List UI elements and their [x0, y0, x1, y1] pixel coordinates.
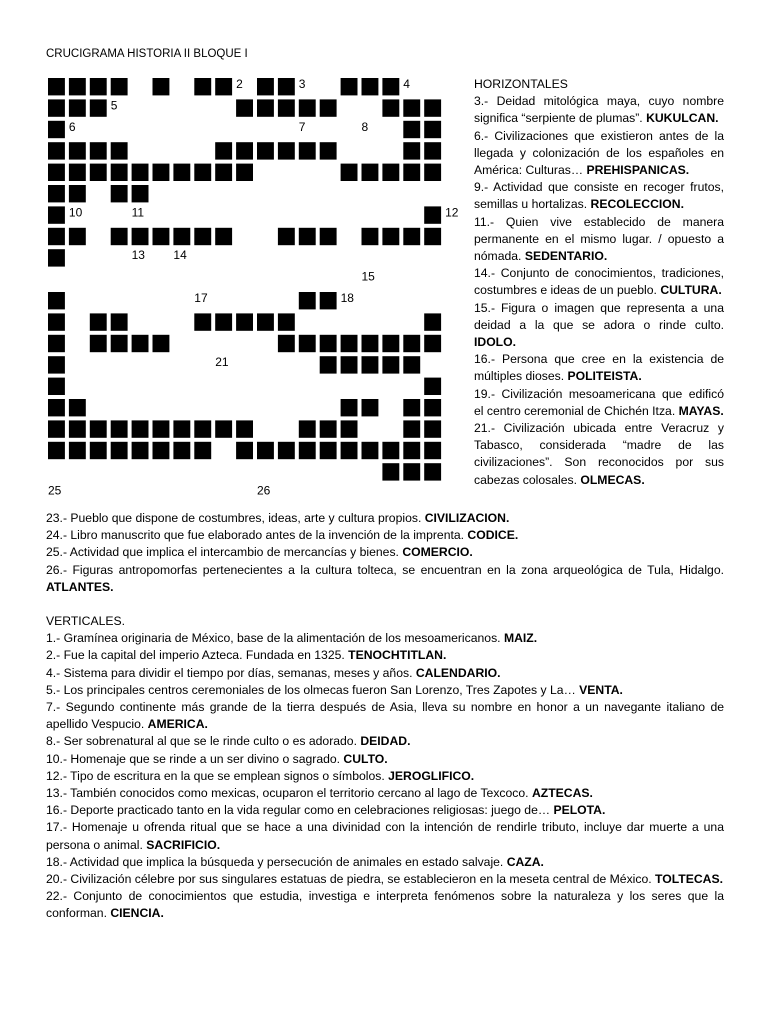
- clue-text: 20.- Civilización célebre por sus singulares estatuas de piedra, se establecieron en la meseta central de México.: [46, 872, 656, 887]
- grid-black-cell: [69, 185, 86, 202]
- grid-black-cell: [215, 142, 232, 159]
- grid-black-cell: [278, 335, 295, 352]
- grid-black-cell: [194, 228, 211, 245]
- clue-answer: CIVILIZACION.: [424, 511, 510, 525]
- clue-answer: TENOCHTITLAN.: [348, 648, 447, 663]
- clue-text: 15.- Figura o imagen que representa a una deidad a la que se adora o rinde culto.: [474, 300, 724, 332]
- grid-black-cell: [48, 164, 65, 181]
- grid-black-cell: [382, 228, 399, 245]
- grid-black-cell: [69, 99, 86, 116]
- grid-black-cell: [48, 249, 65, 266]
- grid-black-cell: [382, 463, 399, 480]
- grid-black-cell: [90, 442, 107, 459]
- clue-item: [46, 751, 724, 768]
- grid-black-cell: [215, 78, 232, 95]
- grid-clue-number: 17: [194, 291, 208, 305]
- grid-black-cell: [236, 164, 253, 181]
- clue-answer: AZTECAS.: [531, 786, 593, 801]
- grid-black-cell: [111, 185, 128, 202]
- grid-black-cell: [403, 228, 420, 245]
- grid-black-cell: [424, 142, 441, 159]
- grid-black-cell: [403, 463, 420, 480]
- clue-item: [46, 854, 724, 871]
- grid-black-cell: [382, 99, 399, 116]
- grid-black-cell: [341, 356, 358, 373]
- grid-black-cell: [194, 420, 211, 437]
- grid-black-cell: [48, 142, 65, 159]
- grid-black-cell: [111, 142, 128, 159]
- grid-black-cell: [362, 228, 379, 245]
- grid-black-cell: [362, 78, 379, 95]
- grid-black-cell: [424, 378, 441, 395]
- grid-black-cell: [362, 356, 379, 373]
- page-title: CRUCIGRAMA HISTORIA II BLOQUE I: [46, 48, 248, 60]
- clue-answer: MAYAS.: [678, 403, 724, 418]
- grid-clue-number: 10: [68, 205, 83, 220]
- clue-text: 26.- Figuras antropomorfas pertenecientes a la cultura tolteca, se encuentran en la zona arqueológica de Tula, Hidalgo.: [46, 562, 724, 577]
- grid-black-cell: [69, 142, 86, 159]
- grid-black-cell: [173, 442, 190, 459]
- grid-black-cell: [69, 164, 86, 181]
- grid-black-cell: [424, 228, 441, 245]
- clue-text: 8.- Ser sobrenatural al que se le rinde culto o es adorado.: [46, 734, 361, 749]
- clue-item: [46, 819, 724, 853]
- grid-black-cell: [382, 356, 399, 373]
- grid-black-cell: [48, 99, 65, 116]
- grid-black-cell: [194, 313, 211, 330]
- clue-item: [46, 888, 724, 922]
- grid-black-cell: [257, 99, 274, 116]
- grid-black-cell: [424, 164, 441, 181]
- lower-clues-panel: [46, 510, 724, 923]
- clue-item: [474, 128, 724, 180]
- clue-text: 23.- Pueblo que dispone de costumbres, ideas, arte y cultura propios.: [46, 511, 425, 525]
- clue-item: [46, 733, 724, 750]
- grid-black-cell: [299, 292, 316, 309]
- grid-black-cell: [403, 121, 420, 138]
- clue-item: [46, 802, 724, 819]
- grid-black-cell: [48, 185, 65, 202]
- clue-text: 2.- Fue la capital del imperio Azteca. Fundada en 1325.: [46, 648, 349, 663]
- clue-item: [474, 300, 724, 352]
- clue-answer: VENTA.: [579, 682, 623, 697]
- grid-black-cell: [382, 335, 399, 352]
- clue-item: [46, 527, 724, 544]
- grid-black-cell: [48, 335, 65, 352]
- clue-answer: CODICE.: [467, 528, 519, 543]
- grid-black-cell: [382, 78, 399, 95]
- grid-black-cell: [90, 335, 107, 352]
- grid-black-cell: [215, 164, 232, 181]
- grid-black-cell: [111, 228, 128, 245]
- clue-text: 3.- Deidad mitológica maya, cuyo nombre significa “serpiente de plumas”.: [474, 94, 724, 126]
- grid-black-cell: [69, 442, 86, 459]
- clue-item: [474, 420, 724, 489]
- grid-black-cell: [111, 313, 128, 330]
- grid-clue-number: 1: [152, 77, 160, 91]
- horizontal-clues-panel: [474, 76, 724, 489]
- clue-answer: PELOTA.: [553, 803, 606, 818]
- grid-clue-number: 4: [403, 77, 410, 91]
- grid-black-cell: [215, 313, 232, 330]
- clue-text: 4.- Sistema para dividir el tiempo por días, semanas, meses y años.: [46, 665, 416, 680]
- grid-clue-number: 16: [48, 291, 62, 305]
- clue-answer: CULTO.: [343, 751, 388, 766]
- grid-black-cell: [48, 420, 65, 437]
- grid-clue-number: 3: [298, 77, 306, 91]
- crossword-grid: [46, 76, 466, 506]
- grid-black-cell: [341, 442, 358, 459]
- grid-clue-number: 14: [173, 248, 187, 263]
- grid-black-cell: [132, 442, 149, 459]
- grid-black-cell: [403, 399, 420, 416]
- grid-black-cell: [299, 228, 316, 245]
- clue-text: 7.- Segundo continente más grande de la tierra después de Asia, lleva su nombre en honor a un navegante italiano de apellido Vespucio.: [46, 700, 724, 732]
- clue-item: [46, 544, 724, 561]
- grid-black-cell: [341, 78, 358, 95]
- clue-item: [474, 214, 724, 266]
- grid-clue-number: 21: [215, 355, 229, 370]
- grid-black-cell: [236, 99, 253, 116]
- clue-answer: RECOLECCION.: [590, 197, 684, 212]
- grid-black-cell: [69, 399, 86, 416]
- clue-item: [46, 785, 724, 802]
- clue-item: [474, 265, 724, 299]
- grid-black-cell: [341, 420, 358, 437]
- clue-answer: MAIZ.: [503, 631, 538, 646]
- clue-item: [474, 179, 724, 213]
- grid-clue-number: 15: [361, 269, 375, 284]
- grid-clue-number: 12: [445, 205, 459, 220]
- clue-text: 19.- Civilización mesoamericana que edificó el centro ceremonial de Chichén Itza.: [474, 386, 724, 418]
- grid-black-cell: [320, 228, 337, 245]
- clue-item: [46, 871, 724, 888]
- grid-black-cell: [424, 99, 441, 116]
- horizontal-heading: HORIZONTALES: [474, 77, 568, 91]
- vertical-heading: VERTICALES.: [46, 614, 126, 629]
- clue-answer: CAZA.: [506, 854, 544, 869]
- grid-black-cell: [424, 442, 441, 459]
- grid-clue-number: 24: [319, 440, 334, 455]
- clue-text: 1.- Gramínea originaria de México, base de la alimentación de los mesoamericanos.: [46, 631, 504, 646]
- grid-black-cell: [424, 420, 441, 437]
- clue-text: 21.- Civilización ubicada entre Veracruz y Tabasco, considerada “madre de las civilizaciones”. Son reconocidos por sus cabezas colosales.: [474, 421, 724, 487]
- clue-answer: OLMECAS.: [580, 472, 645, 487]
- grid-black-cell: [299, 420, 316, 437]
- grid-black-cell: [236, 442, 253, 459]
- clue-text: 16.- Persona que cree en la existencia de múltiples dioses.: [474, 352, 724, 384]
- grid-clue-number: 18: [340, 291, 354, 305]
- grid-black-cell: [90, 313, 107, 330]
- grid-black-cell: [132, 335, 149, 352]
- grid-black-cell: [320, 142, 337, 159]
- clue-item: [474, 93, 724, 127]
- grid-clue-number: 5: [110, 98, 118, 113]
- horizontal-clue-list-continued: [46, 510, 724, 596]
- clue-answer: CULTURA.: [660, 283, 722, 298]
- clue-item: [474, 386, 724, 420]
- grid-black-cell: [48, 121, 65, 138]
- clue-answer: POLITEISTA.: [567, 369, 642, 384]
- grid-black-cell: [236, 142, 253, 159]
- grid-black-cell: [362, 442, 379, 459]
- clue-item: [46, 630, 724, 647]
- grid-black-cell: [69, 420, 86, 437]
- grid-black-cell: [299, 442, 316, 459]
- grid-black-cell: [236, 420, 253, 437]
- grid-black-cell: [278, 142, 295, 159]
- grid-black-cell: [173, 420, 190, 437]
- grid-black-cell: [403, 142, 420, 159]
- clue-answer: ATLANTES.: [46, 579, 114, 594]
- grid-black-cell: [48, 313, 65, 330]
- grid-clue-number: 25: [48, 483, 62, 498]
- grid-black-cell: [48, 356, 65, 373]
- grid-clue-number: 26: [257, 483, 271, 498]
- vertical-clue-list: [46, 630, 724, 922]
- grid-black-cell: [48, 378, 65, 395]
- grid-black-cell: [278, 78, 295, 95]
- grid-black-cell: [111, 442, 128, 459]
- grid-black-cell: [48, 206, 65, 223]
- clue-text: 5.- Los principales centros ceremoniales de los olmecas fueron San Lorenzo, Tres Zapotes y La…: [46, 682, 580, 697]
- clue-answer: COMERCIO.: [402, 545, 473, 560]
- grid-black-cell: [111, 78, 128, 95]
- grid-black-cell: [48, 78, 65, 95]
- grid-clue-number: 2: [236, 77, 243, 91]
- grid-clue-number: 6: [68, 119, 76, 134]
- clue-text: 24.- Libro manuscrito que fue elaborado antes de la invención de la imprenta.: [46, 528, 468, 543]
- clue-text: 6.- Civilizaciones que existieron antes de la llegada y colonización de los españoles en América: Culturas…: [474, 128, 724, 178]
- clue-text: 16.- Deporte practicado tanto en la vida regular como en celebraciones religiosas: juego de…: [46, 803, 554, 818]
- clue-text: 10.- Homenaje que se rinde a un ser divino o sagrado.: [46, 751, 344, 766]
- grid-clue-number: 22: [319, 355, 334, 370]
- clue-answer: AMERICA.: [147, 717, 208, 732]
- grid-black-cell: [111, 420, 128, 437]
- grid-black-cell: [69, 228, 86, 245]
- grid-black-cell: [424, 121, 441, 138]
- grid-clue-number: 9: [194, 162, 201, 177]
- grid-black-cell: [341, 399, 358, 416]
- grid-black-cell: [48, 442, 65, 459]
- grid-clue-number: 11: [131, 205, 145, 220]
- clue-answer: SEDENTARIO.: [524, 249, 608, 264]
- grid-black-cell: [90, 99, 107, 116]
- grid-black-cell: [132, 185, 149, 202]
- grid-black-cell: [257, 313, 274, 330]
- grid-clue-number: 7: [298, 119, 306, 134]
- grid-black-cell: [132, 164, 149, 181]
- clue-item: [46, 699, 724, 733]
- clue-text: 25.- Actividad que implica el intercambio de mercancías y bienes.: [46, 545, 403, 560]
- grid-black-cell: [173, 228, 190, 245]
- grid-black-cell: [403, 164, 420, 181]
- grid-black-cell: [403, 442, 420, 459]
- clue-answer: TOLTECAS.: [655, 872, 723, 887]
- grid-clue-number: 8: [361, 119, 369, 134]
- grid-black-cell: [257, 142, 274, 159]
- clue-answer: PREHISPANICAS.: [586, 163, 690, 178]
- grid-black-cell: [320, 99, 337, 116]
- grid-clue-number: 23: [89, 419, 104, 434]
- clue-text: 18.- Actividad que implica la búsqueda y persecución de animales en estado salvaje.: [46, 854, 507, 869]
- grid-black-cell: [424, 206, 441, 223]
- grid-black-cell: [153, 228, 170, 245]
- clue-item: [46, 665, 724, 682]
- grid-black-cell: [341, 164, 358, 181]
- clue-item: [46, 682, 724, 699]
- grid-black-cell: [153, 420, 170, 437]
- grid-black-cell: [278, 442, 295, 459]
- clue-item: [46, 647, 724, 664]
- grid-black-cell: [299, 335, 316, 352]
- clue-item: [46, 562, 724, 596]
- grid-black-cell: [111, 164, 128, 181]
- grid-black-cell: [90, 142, 107, 159]
- grid-black-cell: [362, 164, 379, 181]
- clue-answer: JEROGLIFICO.: [388, 768, 475, 783]
- clue-item: [46, 510, 724, 527]
- clue-text: 11.- Quien vive establecido de manera permanente en el mismo lugar. / opuesto a nómada.: [474, 214, 724, 264]
- clue-text: 22.- Conjunto de conocimientos que estudia, investiga e interpreta fenómenos sobre la naturaleza y los seres que la conforman.: [46, 889, 724, 921]
- grid-black-cell: [278, 228, 295, 245]
- grid-clue-number: 20: [403, 333, 417, 348]
- grid-black-cell: [403, 420, 420, 437]
- grid-black-cell: [299, 142, 316, 159]
- clue-text: 12.- Tipo de escritura en la que se emplean signos o símbolos.: [46, 768, 389, 783]
- grid-black-cell: [153, 442, 170, 459]
- grid-black-cell: [132, 420, 149, 437]
- grid-black-cell: [299, 99, 316, 116]
- grid-black-cell: [341, 335, 358, 352]
- grid-black-cell: [362, 335, 379, 352]
- grid-black-cell: [424, 335, 441, 352]
- grid-black-cell: [320, 420, 337, 437]
- grid-black-cell: [215, 228, 232, 245]
- clue-answer: KUKULCAN.: [646, 111, 719, 126]
- grid-black-cell: [424, 399, 441, 416]
- grid-black-cell: [132, 228, 149, 245]
- horizontal-clue-list: [474, 93, 724, 489]
- grid-black-cell: [153, 335, 170, 352]
- grid-black-cell: [424, 313, 441, 330]
- grid-black-cell: [90, 164, 107, 181]
- grid-black-cell: [215, 420, 232, 437]
- grid-black-cell: [111, 335, 128, 352]
- grid-black-cell: [403, 356, 420, 373]
- grid-clue-number: 13: [131, 248, 145, 263]
- clue-text: 14.- Conjunto de conocimientos, tradiciones, costumbres e ideas de un pueblo.: [474, 266, 724, 298]
- grid-black-cell: [48, 228, 65, 245]
- clue-text: 17.- Homenaje u ofrenda ritual que se hace a una divinidad con la intención de rendirle tributo, incluye dar muerte a una persona o animal.: [46, 820, 724, 852]
- grid-black-cell: [194, 442, 211, 459]
- clue-answer: CIENCIA.: [110, 906, 164, 921]
- grid-black-cell: [48, 399, 65, 416]
- clue-item: [46, 768, 724, 785]
- clue-text: 13.- También conocidos como mexicas, ocuparon el territorio cercano al lago de Texcoco.: [46, 786, 532, 801]
- clue-text: 9.- Actividad que consiste en recoger frutos, semillas u hortalizas.: [474, 180, 724, 212]
- grid-black-cell: [382, 164, 399, 181]
- grid-black-cell: [236, 313, 253, 330]
- grid-clue-number: 19: [277, 312, 292, 327]
- grid-black-cell: [320, 292, 337, 309]
- grid-black-cell: [90, 78, 107, 95]
- grid-black-cell: [69, 78, 86, 95]
- grid-black-cell: [424, 463, 441, 480]
- clue-answer: CALENDARIO.: [415, 665, 501, 680]
- grid-black-cell: [320, 335, 337, 352]
- grid-black-cell: [173, 164, 190, 181]
- clue-answer: SACRIFICIO.: [146, 837, 221, 852]
- grid-black-cell: [257, 78, 274, 95]
- clue-answer: DEIDAD.: [360, 734, 411, 749]
- clue-item: [474, 351, 724, 385]
- grid-black-cell: [278, 99, 295, 116]
- grid-black-cell: [362, 399, 379, 416]
- grid-black-cell: [194, 78, 211, 95]
- grid-black-cell: [153, 164, 170, 181]
- grid-black-cell: [257, 442, 274, 459]
- clue-answer: IDOLO.: [474, 335, 516, 350]
- grid-black-cell: [403, 99, 420, 116]
- grid-black-cell: [382, 442, 399, 459]
